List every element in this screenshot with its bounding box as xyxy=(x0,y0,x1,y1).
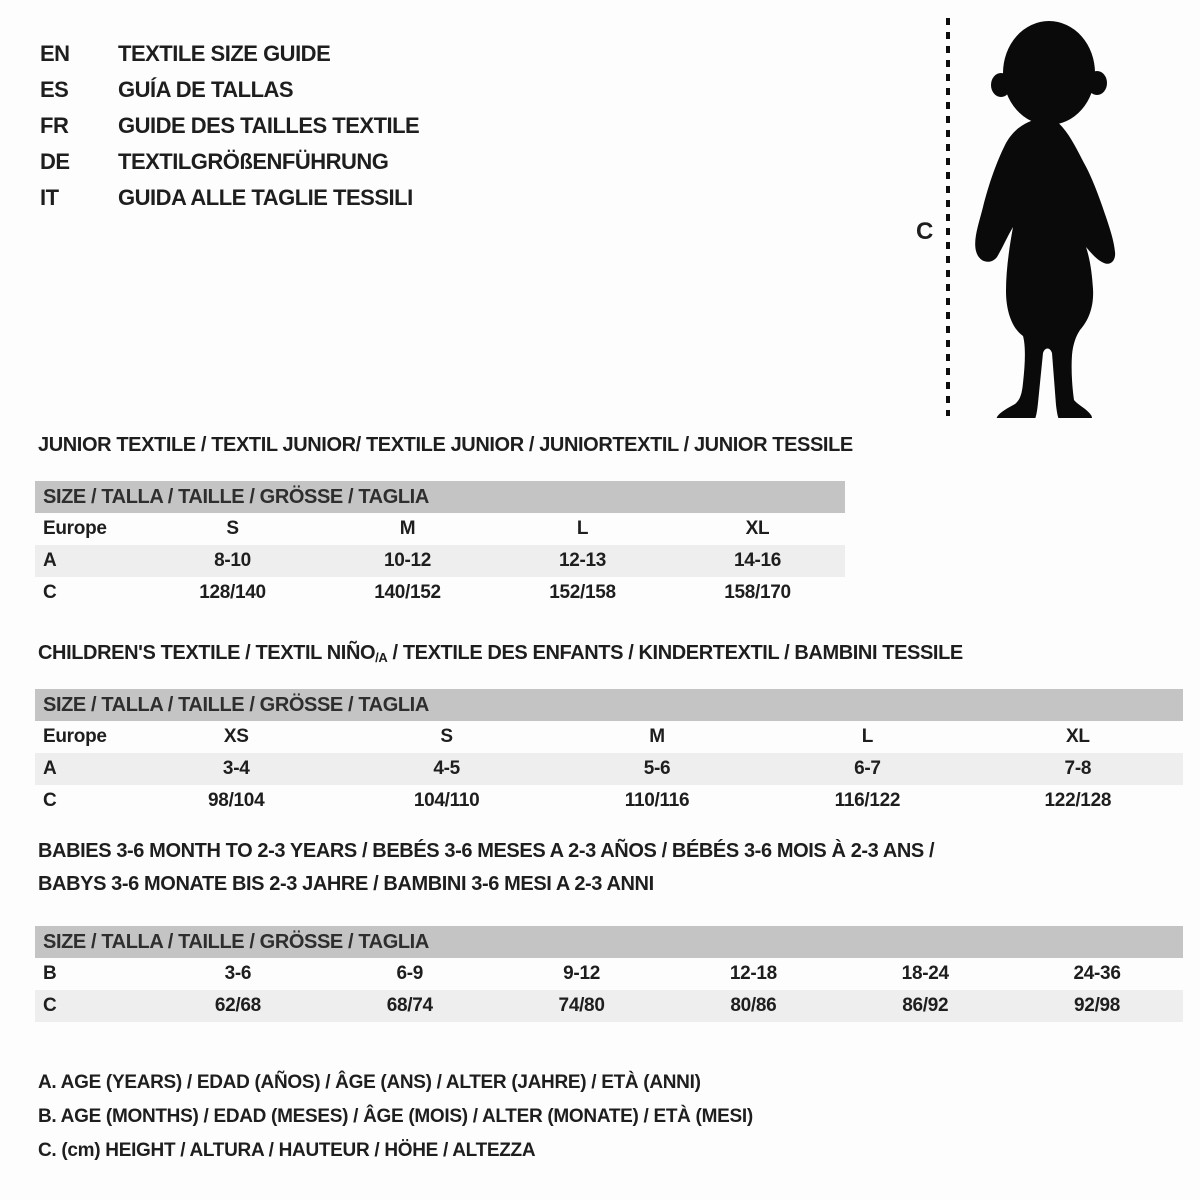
language-row-fr xyxy=(40,108,419,144)
height-cell: 86/92 xyxy=(902,995,949,1016)
age-cell: 6-7 xyxy=(854,758,881,779)
row-label: C xyxy=(43,995,57,1016)
row-label: Europe xyxy=(43,726,107,747)
size-cell: M xyxy=(649,726,665,747)
row-label: C xyxy=(43,582,57,603)
height-cell: 110/116 xyxy=(624,790,690,811)
height-cell: 152/158 xyxy=(549,582,616,603)
size-cell: S xyxy=(226,518,239,539)
age-cell: 14-16 xyxy=(733,550,782,571)
children-title-prefix: CHILDREN'S TEXTILE / TEXTIL NIÑO xyxy=(38,642,376,664)
language-row-it xyxy=(40,180,419,216)
size-header-band: SIZE / TALLA / TAILLE / GRÖSSE / TAGLIA xyxy=(35,481,845,513)
language-row-en xyxy=(40,36,419,72)
children-title-suffix: / TEXTILE DES ENFANTS / KINDERTEXTIL / BAMBINI TESSILE xyxy=(387,642,963,664)
legend-height-cm: C. (cm) HEIGHT / ALTURA / HAUTEUR / HÖHE / ALTEZZA xyxy=(38,1140,536,1161)
row-label: A xyxy=(43,758,57,779)
language-row-de xyxy=(40,144,419,180)
table-row-height xyxy=(35,990,1183,1022)
age-cell: 6-9 xyxy=(396,963,424,984)
toddler-silhouette-icon xyxy=(963,16,1143,418)
language-title: GUIDE DES TAILLES TEXTILE xyxy=(118,113,420,138)
language-code: FR xyxy=(40,113,69,138)
row-label: Europe xyxy=(43,518,107,539)
language-code: IT xyxy=(40,185,59,210)
height-cell: 68/74 xyxy=(386,995,433,1016)
height-cell: 104/110 xyxy=(413,790,480,811)
height-cell: 80/86 xyxy=(730,995,777,1016)
language-row-es xyxy=(40,72,419,108)
age-cell: 3-4 xyxy=(222,758,250,779)
size-cell: S xyxy=(440,726,453,747)
size-cell: XL xyxy=(1065,726,1090,747)
height-cell: 98/104 xyxy=(208,790,265,811)
junior-section-title: JUNIOR TEXTILE / TEXTIL JUNIOR/ TEXTILE JUNIOR / JUNIORTEXTIL / JUNIOR TESSILE xyxy=(38,434,853,456)
language-title: TEXTILE SIZE GUIDE xyxy=(118,41,331,66)
size-cell: XL xyxy=(745,518,770,539)
height-cell: 92/98 xyxy=(1074,995,1121,1016)
language-title: GUÍA DE TALLAS xyxy=(118,77,294,102)
row-label: B xyxy=(43,963,57,984)
height-cell: 74/80 xyxy=(558,995,605,1016)
height-cell: 122/128 xyxy=(1044,790,1112,811)
size-cell: L xyxy=(576,518,589,539)
legend-age-months: B. AGE (MONTHS) / EDAD (MESES) / ÂGE (MOIS) / ALTER (MONATE) / ETÀ (MESI) xyxy=(38,1106,753,1127)
age-cell: 18-24 xyxy=(901,963,949,984)
age-cell: 9-12 xyxy=(563,963,600,984)
height-cell: 158/170 xyxy=(724,582,791,603)
babies-size-table xyxy=(35,926,1183,1022)
table-row-age-years xyxy=(35,545,845,577)
age-cell: 12-18 xyxy=(729,963,777,984)
height-cell: 62/68 xyxy=(214,995,261,1016)
table-row-height xyxy=(35,577,845,609)
size-header-band: SIZE / TALLA / TAILLE / GRÖSSE / TAGLIA xyxy=(35,689,1183,721)
size-cell: M xyxy=(399,518,416,539)
language-title-list xyxy=(40,36,419,216)
age-cell: 10-12 xyxy=(383,550,432,571)
row-label: C xyxy=(43,790,57,811)
language-code: DE xyxy=(40,149,70,174)
table-row-europe xyxy=(35,721,1183,753)
language-code: ES xyxy=(40,77,69,102)
age-cell: 5-6 xyxy=(643,758,671,779)
babies-section-title-line1: BABIES 3-6 MONTH TO 2-3 YEARS / BEBÉS 3-6 MESES A 2-3 AÑOS / BÉBÉS 3-6 MOIS À 2-3 ANS / xyxy=(38,840,935,862)
age-cell: 4-5 xyxy=(433,758,460,779)
language-title: TEXTILGRÖßENFÜHRUNG xyxy=(118,149,389,174)
language-title: GUIDA ALLE TAGLIE TESSILI xyxy=(118,185,413,210)
table-row-height xyxy=(35,785,1183,817)
height-cell: 116/122 xyxy=(834,790,901,811)
age-cell: 3-6 xyxy=(224,963,252,984)
table-row-age-months xyxy=(35,958,1183,990)
language-code: EN xyxy=(40,41,70,66)
height-dashed-line xyxy=(946,18,950,416)
height-cell: 140/152 xyxy=(374,582,441,603)
table-row-europe xyxy=(35,513,845,545)
babies-section-title-line2: BABYS 3-6 MONATE BIS 2-3 JAHRE / BAMBINI 3-6 MESI A 2-3 ANNI xyxy=(38,873,654,895)
children-section-title xyxy=(38,642,963,665)
row-label: A xyxy=(43,550,57,571)
legend-age-years: A. AGE (YEARS) / EDAD (AÑOS) / ÂGE (ANS) / ALTER (JAHRE) / ETÀ (ANNI) xyxy=(38,1072,701,1093)
age-cell: 24-36 xyxy=(1073,963,1121,984)
size-cell: XS xyxy=(223,726,249,747)
children-size-table xyxy=(35,689,1183,817)
size-cell: L xyxy=(861,726,874,747)
children-title-subscript: /A xyxy=(375,650,388,665)
table-row-age-years xyxy=(35,753,1183,785)
age-cell: 8-10 xyxy=(214,550,251,571)
size-header-band: SIZE / TALLA / TAILLE / GRÖSSE / TAGLIA xyxy=(35,926,1183,958)
junior-size-table xyxy=(35,481,845,609)
height-measure-label: C xyxy=(916,218,934,245)
age-cell: 7-8 xyxy=(1064,758,1092,779)
age-cell: 12-13 xyxy=(558,550,607,571)
height-cell: 128/140 xyxy=(199,582,266,603)
